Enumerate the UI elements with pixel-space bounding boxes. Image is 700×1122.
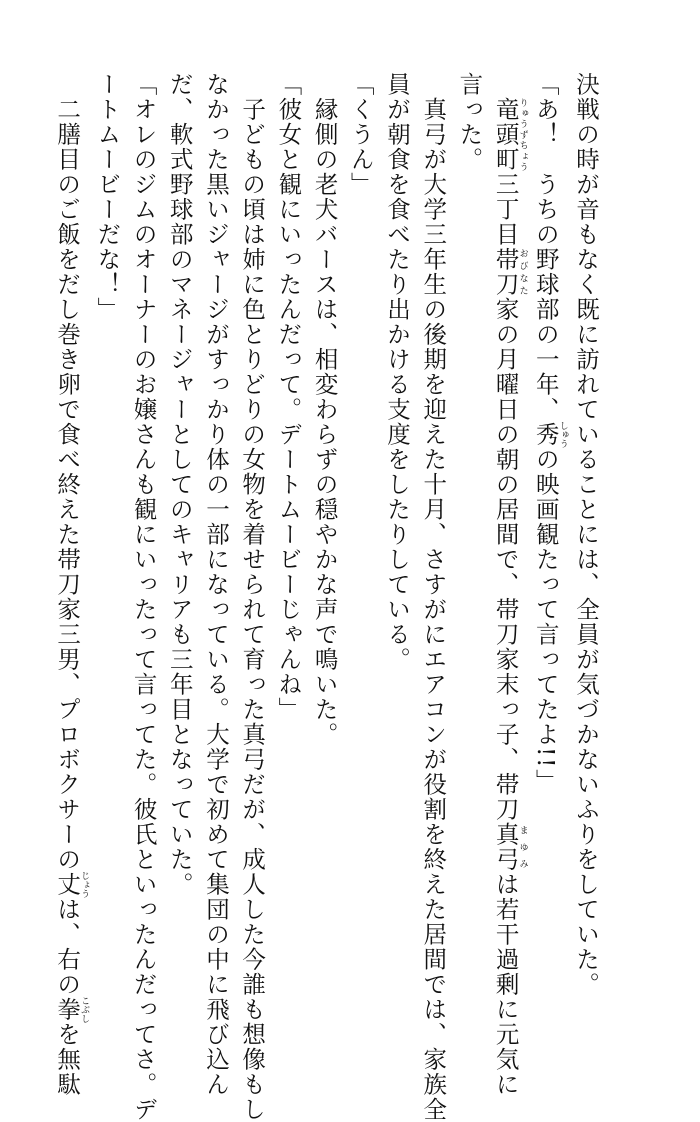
text-line-15 [49,72,90,1097]
text-line-1: 決戦の時が音もなく既に訪れていることには、全員が気づかないふりをしていた。 [572,72,600,997]
text-fragment: 「あ！ うちの野球部の一年、 [531,72,560,422]
text-line-10: 子どもの頃は姉に色とりどりの女物を着せられて育った真弓だが、成人した今誰も想像もし [238,72,267,1122]
ruby-obinata: 帯刀おびなた [491,247,528,297]
text-line-7: 「くうん」 [346,72,375,197]
text-line-12: だ、軟式野球部のマネージャーとしてのキャリアも三年目となっていた。 [165,72,194,897]
text-line-5: 真弓が大学三年生の後期を迎えた十月、さすがにエアコンが役割を終えた居間では、家族全 [419,72,448,1122]
text-fragment: を無駄 [53,1022,82,1097]
ruby-ryuzucho: 竜頭町りゅうずちょう [491,97,528,172]
ruby-shu: 秀しゅう [531,421,568,448]
ruby-jo: 丈じょう [53,871,90,898]
vertical-text-body [49,72,604,1122]
text-line-2 [528,72,568,972]
text-fragment: は若干過剰に元気に [491,872,520,1097]
text-line-9: 「彼女と観にいったんだって。デートムービーじゃんね」 [274,72,303,722]
text-line-14: ートムービーだな！」 [93,72,122,322]
text-fragment: 家の月曜日の朝の居間で、帯刀家末っ子、帯刀 [491,297,520,822]
text-line-6: 員が朝食を食べたり出かける支度をしたりしている。 [382,72,411,672]
ruby-mayumi: 真弓まゆみ [491,822,528,872]
text-line-13: 「オレのジムのオーナーのお嬢さんも観にいったって言ってた。彼氏といったんだってさ。デ [129,72,158,1122]
ruby-kobushi: 拳こぶし [53,996,90,1023]
text-line-4: 言った。 [455,72,484,172]
text-line-11: なかった黒いジャージがすっかり体の一部になっている。大学で初めて集団の中に飛び込ん [201,72,230,1097]
text-line-8: 縁側の老犬バースは、相変わらずの穏やかな声で鳴いた。 [310,72,339,747]
text-fragment: の映画観たって言ってたよ!!」 [531,447,560,794]
text-fragment: は、右の [53,897,82,997]
text-line-3 [487,72,528,1097]
text-fragment: 三丁目 [491,172,520,247]
text-fragment: 二膳目のご飯をだし巻き卵で食べ終えた帯刀家三男、プロボクサーの [53,72,82,872]
